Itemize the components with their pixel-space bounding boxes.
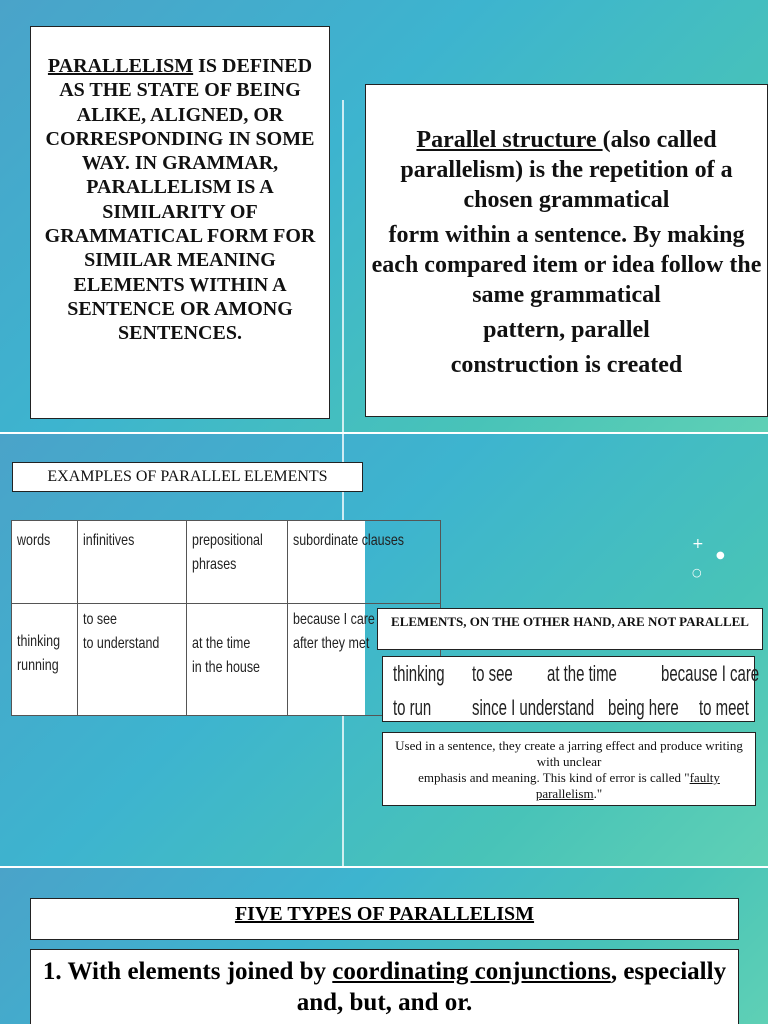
not-parallel-title: ELEMENTS, ON THE OTHER HAND, ARE NOT PARALLEL: [377, 608, 763, 650]
sparkle-plus-icon: +: [692, 536, 704, 552]
sparkle-ring-icon: ○: [692, 566, 702, 579]
table-header: subordinate clauses: [288, 521, 441, 604]
table-cell: because I care after they met: [288, 604, 441, 716]
point1-suffix: , especially and, but, and or.: [296, 958, 727, 1016]
list-item: since I understand: [472, 695, 595, 720]
parallel-elements-table: [11, 520, 405, 716]
definition2-text3: pattern, parallel: [483, 317, 650, 343]
term-parallelism: PARALLELISM: [47, 55, 194, 77]
coordinating-conjunctions-link[interactable]: coordinating conjunctions: [332, 958, 611, 985]
not-parallel-row: [383, 657, 760, 689]
list-item: to run: [393, 695, 432, 720]
types-title: FIVE TYPES OF PARALLELISM: [30, 898, 739, 940]
note-text3: .": [593, 786, 603, 801]
faulty-parallelism-link[interactable]: faulty parallelism: [535, 770, 720, 801]
list-item: to see: [472, 661, 513, 686]
table-header: infinitives: [78, 521, 187, 604]
definition-box-parallelism: [30, 26, 330, 419]
list-item: being here: [608, 695, 679, 720]
type-point-1: [30, 949, 739, 1024]
table-cell: at the time in the house: [187, 604, 288, 716]
table-cell: to see to understand: [78, 604, 187, 716]
definition-text: IS DEFINED AS THE STATE OF BEING ALIKE, ALIGNED, OR CORRESPONDING IN SOME WAY. IN GRAMMAR, PARALLELISM IS A SIMILARITY OF GRAMMATICAL FORM FOR SIMILAR MEANING ELEMENTS WITHIN A SENTENCE OR AMONG SENTENCES.: [44, 55, 316, 345]
sparkle-dot-icon: ●: [716, 550, 725, 561]
list-item: because I care: [661, 661, 760, 686]
list-item: thinking: [393, 661, 445, 686]
slide-definitions: [0, 0, 768, 432]
definition2-text1: (also called parallelism) is the repetition of a chosen grammatical: [400, 127, 733, 213]
term-parallel-structure: Parallel structure: [416, 127, 603, 153]
table-header: words: [12, 521, 78, 604]
slide-examples: [0, 434, 768, 866]
divider-line: [342, 100, 344, 432]
table-header: prepositional phrases: [187, 521, 288, 604]
definition2-text2: form within a sentence. By making each compared item or idea follow the same grammatical: [371, 222, 762, 308]
faulty-parallelism-note: [382, 732, 756, 806]
table-cell: thinking running: [12, 604, 78, 716]
definition-box-parallel-structure: [365, 84, 768, 417]
note-text2: emphasis and meaning. This kind of error is called ": [418, 770, 690, 785]
definition2-text4: construction is created: [450, 352, 683, 378]
note-text1: Used in a sentence, they create a jarring effect and produce writing with unclear: [395, 738, 743, 769]
not-parallel-elements: [382, 656, 760, 722]
list-item: to meet: [699, 695, 749, 720]
slide-types: [0, 868, 768, 1024]
point1-prefix: 1. With elements joined by: [42, 958, 333, 985]
list-item: at the time: [547, 661, 617, 686]
examples-title: EXAMPLES OF PARALLEL ELEMENTS: [12, 462, 363, 492]
not-parallel-row: [383, 691, 754, 723]
